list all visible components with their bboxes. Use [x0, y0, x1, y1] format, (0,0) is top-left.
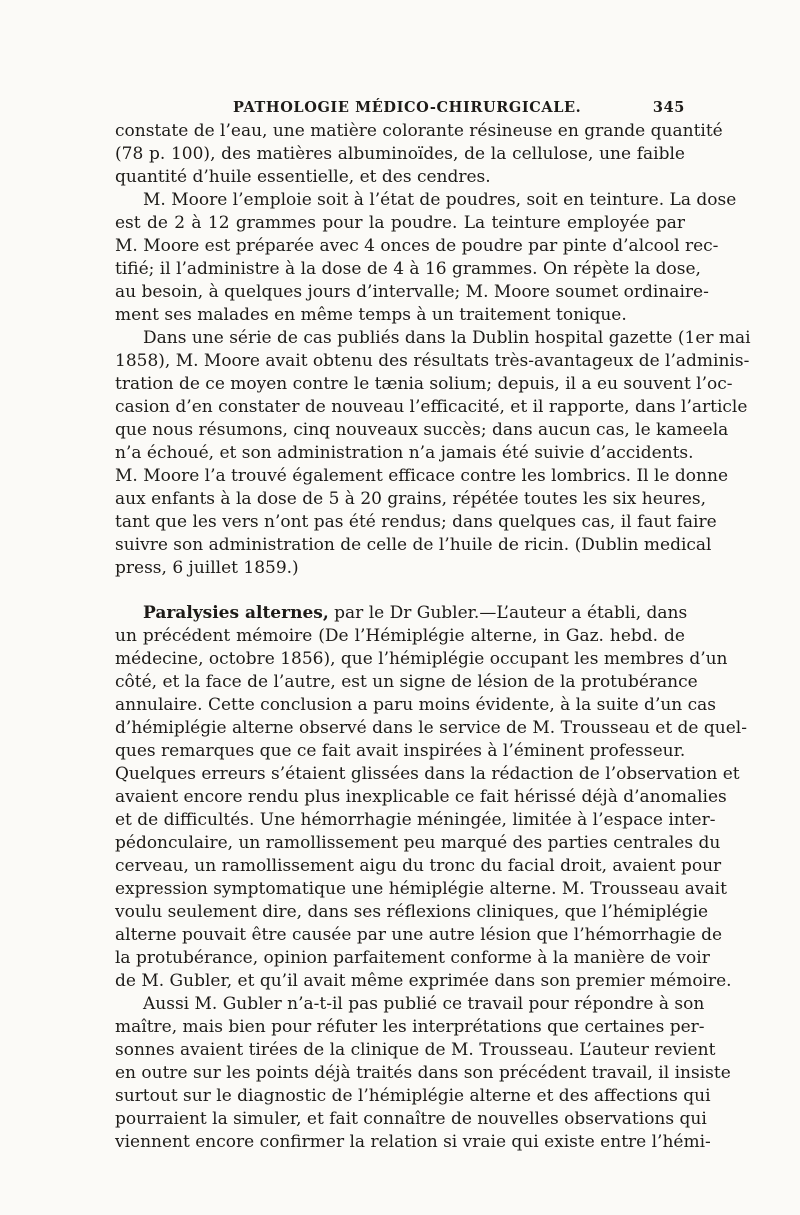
text-line: et de difficultés. Une hémorrhagie méningée, limitée à l’espace inter-: [115, 810, 716, 830]
text-line: de M. Gubler, et qu’il avait même exprimée dans son premier mémoire.: [115, 971, 732, 991]
text-line: quantité d’huile essentielle, et des cendres.: [115, 167, 491, 187]
text-line: alterne pouvait être causée par une autre lésion que l’hémorrhagie de: [115, 925, 723, 945]
text-line: tration de ce moyen contre le tænia solium; depuis, il a eu souvent l’oc-: [115, 374, 733, 394]
text-line: en outre sur les points déjà traités dans son précédent travail, il insiste: [115, 1063, 731, 1083]
article-heading: Paralysies alternes,: [143, 603, 329, 623]
text-line: M. Moore l’a trouvé également efficace contre les lombrics. Il le donne: [115, 466, 729, 486]
paragraph-gubler-response: [115, 993, 731, 1154]
article-paralysies-alternes: [115, 602, 747, 993]
text-line: casion d’en constater de nouveau l’efficacité, et il rapporte, dans l’article: [115, 397, 748, 417]
text-line: Dans une série de cas publiés dans la Dublin hospital gazette (1er mai: [143, 328, 751, 348]
text-line: pédonculaire, un ramollissement peu marqué des parties centrales du: [115, 833, 721, 853]
text-line: avaient encore rendu plus inexplicable ce fait hérissé déjà d’anomalies: [115, 787, 727, 807]
text-line: voulu seulement dire, dans ses réflexions cliniques, que l’hémiplégie: [115, 902, 709, 922]
section-spacer: [115, 580, 685, 602]
text-line: expression symptomatique une hémiplégie alterne. M. Trousseau avait: [115, 879, 727, 899]
article-byline: par le Dr Gubler.—L’auteur a établi, dans: [334, 603, 688, 623]
text-line: press, 6 juillet 1859.): [115, 558, 299, 578]
text-line: Aussi M. Gubler n’a-t-il pas publié ce travail pour répondre à son: [143, 994, 705, 1014]
text-line: annulaire. Cette conclusion a paru moins évidente, à la suite d’un cas: [115, 695, 717, 715]
running-title: PATHOLOGIE MÉDICO-CHIRURGICALE.: [233, 99, 582, 116]
paragraph-case-series: [115, 327, 751, 580]
text-line: pourraient la simuler, et fait connaître de nouvelles observations qui: [115, 1109, 707, 1129]
text-line: aux enfants à la dose de 5 à 20 grains, répétée toutes les six heures,: [115, 489, 707, 509]
text-line: côté, et la face de l’autre, est un signe de lésion de la protubérance: [115, 672, 698, 692]
text-line: est de 2 à 12 grammes pour la poudre. La teinture employée par: [115, 213, 685, 233]
text-line: (78 p. 100), des matières albuminoïdes, de la cellulose, une faible: [115, 144, 685, 164]
text-line: un précédent mémoire (De l’Hémiplégie alterne, in Gaz. hebd. de: [115, 626, 685, 646]
text-line: médecine, octobre 1856), que l’hémiplégie occupant les membres d’un: [115, 649, 728, 669]
paragraph-dosage: [115, 189, 737, 327]
text-line: au besoin, à quelques jours d’intervalle; M. Moore soumet ordinaire-: [115, 282, 709, 302]
paragraph-composition: [115, 120, 723, 189]
text-line: sonnes avaient tirées de la clinique de M. Trousseau. L’auteur revient: [115, 1040, 716, 1060]
text-line: n’a échoué, et son administration n’a jamais été suivie d’accidents.: [115, 443, 694, 463]
text-line: viennent encore confirmer la relation si vraie qui existe entre l’hémi-: [115, 1132, 711, 1152]
text-line: Quelques erreurs s’étaient glissées dans la rédaction de l’observation et: [115, 764, 740, 784]
text-line: ment ses malades en même temps à un traitement tonique.: [115, 305, 627, 325]
text-line: M. Moore est préparée avec 4 onces de poudre par pinte d’alcool rec-: [115, 236, 719, 256]
text-line: maître, mais bien pour réfuter les interprétations que certaines per-: [115, 1017, 705, 1037]
text-line: 1858), M. Moore avait obtenu des résultats très-avantageux de l’adminis-: [115, 351, 750, 371]
text-line: constate de l’eau, une matière colorante résineuse en grande quantité: [115, 121, 723, 141]
text-line: d’hémiplégie alterne observé dans le service de M. Trousseau et de quel-: [115, 718, 747, 738]
text-line: que nous résumons, cinq nouveaux succès; dans aucun cas, le kameela: [115, 420, 729, 440]
page-number: 345: [652, 99, 685, 116]
text-line: tifié; il l’administre à la dose de 4 à 16 grammes. On répète la dose,: [115, 259, 701, 279]
text-line: surtout sur le diagnostic de l’hémiplégie alterne et des affections qui: [115, 1086, 711, 1106]
text-line: M. Moore l’emploie soit à l’état de poudres, soit en teinture. La dose: [143, 190, 737, 210]
text-line: la protubérance, opinion parfaitement conforme à la manière de voir: [115, 948, 710, 968]
text-line: ques remarques que ce fait avait inspirées à l’éminent professeur.: [115, 741, 686, 761]
article-first-line: [115, 602, 688, 625]
text-line: cerveau, un ramollissement aigu du tronc du facial droit, avaient pour: [115, 856, 722, 876]
text-line: suivre son administration de celle de l’huile de ricin. (Dublin medical: [115, 535, 712, 555]
text-line: tant que les vers n’ont pas été rendus; dans quelques cas, il faut faire: [115, 512, 717, 532]
page-body: [115, 120, 751, 1154]
